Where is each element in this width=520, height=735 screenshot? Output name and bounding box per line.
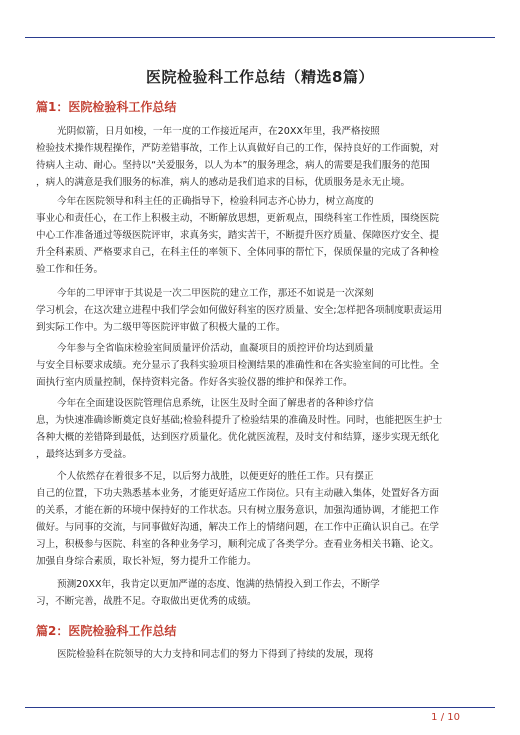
paragraph-line: 今年在医院领导和科主任的正确指导下，检验科同志齐心协力，树立高度的 (57, 196, 374, 207)
paragraph-line: 的关系，才能在新的环境中保持好的工作状态。只有树立服务意识，加强沟通协调，才能把工作 (36, 505, 439, 516)
paragraph-2 (36, 193, 484, 278)
paragraph-line: 息，为快速准确诊断奠定良好基础;检验科提升了检验结果的准确及时性。同时，也能把医生护士 (36, 415, 443, 426)
paragraph-line: 事业心和责任心，在工作上积极主动，不断解放思想，更新观点，围绕科室工作性质，围绕医院 (36, 213, 439, 224)
paragraph-line: 今年的二甲评审于其说是一次二甲医院的建立工作，那还不如说是一次深刻 (57, 288, 374, 299)
paragraph-line: ，病人的满意是我们服务的标准，病人的感动是我们追求的目标，优质服务是永无止境。 (36, 177, 411, 188)
paragraph-line: 习上，积极参与医院、科室的各种业务学习，顺利完成了各类学分。查看业务相关书籍、论文。 (36, 539, 439, 550)
paragraph-line: 今年在全面建设医院管理信息系统，让医生及时全面了解患者的各种诊疗信 (57, 398, 374, 409)
paragraph-6 (36, 468, 484, 570)
paragraph-5 (36, 395, 484, 463)
paragraph-7 (36, 576, 484, 610)
paragraph-line: 与安全目标要求成绩。充分显示了我科实验项目检测结果的准确性和在各实验室间的可比性。全 (36, 360, 439, 371)
paragraph-line: 习，不断完善，战胜不足。夺取做出更优秀的成绩。 (36, 596, 257, 607)
header-rule (25, 37, 495, 38)
paragraph-line: 加强自身综合素质，取长补短，努力提升工作能力。 (36, 556, 257, 567)
paragraph-line: 预测20XX年，我肯定以更加严谨的态度、饱满的热情投入到工作去，不断学 (57, 579, 380, 590)
paragraph-line: 到实际工作中。为二级甲等医院评审做了积极大量的工作。 (36, 322, 286, 333)
paragraph-line: 学习机会，在这次建立进程中我们学会如何做好科室的医疗质量、安全;怎样把各项制度职责运用 (36, 305, 443, 316)
paragraph-line: 验工作和任务。 (36, 264, 104, 275)
paragraph-line: 医院检验科在院领导的大力支持和同志们的努力下得到了持续的发展，现将 (57, 649, 374, 660)
footer-rule (25, 707, 495, 708)
paragraph-line: 面执行室内质量控制，保持资料完备。作好各实验仪器的维护和保养工作。 (36, 377, 353, 388)
paragraph-line: 检验技术操作规程操作，严防差错事故，工作上认真做好自己的工作，保持良好的工作面貌，对 (36, 143, 439, 154)
paragraph-line: 个人依然存在着很多不足，以后努力战胜，以便更好的胜任工作。只有摆正 (57, 471, 374, 482)
page-number: 1 / 10 (431, 712, 460, 723)
paragraph-line: 做好。与同事的交流，与同事做好沟通，解决工作上的情绪问题，在工作中正确认识自己。在学 (36, 522, 439, 533)
section-heading-1: 篇1：医院检验科工作总结 (36, 100, 177, 114)
paragraph-line: ，最终达到多方受益。 (36, 449, 132, 460)
paragraph-line: 待病人主动、耐心。坚持以“关爱服务，以人为本”的服务理念，病人的需要是我们服务的范围 (36, 160, 430, 171)
paragraph-line: 光阴似箭，日月如梭，一年一度的工作接近尾声，在20XX年里，我严格按照 (57, 126, 380, 137)
paragraph-8 (36, 646, 484, 663)
paragraph-4 (36, 340, 484, 391)
document-title: 医院检验科工作总结（精选8篇） (146, 68, 374, 86)
paragraph-line: 各种大概的差错降到最低，达到医疗质量化。优化就医流程，及时支付和结算，逐步实现无纸化 (36, 432, 439, 443)
paragraph-3 (36, 285, 484, 336)
paragraph-line: 自己的位置，下功夫熟悉基本业务，才能更好适应工作岗位。只有主动融入集体，处置好各方面 (36, 488, 439, 499)
paragraph-line: 今年参与全省临床检验室间质量评价活动，血凝项目的质控评价均达到质量 (57, 343, 374, 354)
paragraph-line: 中心工作准备通过等级医院评审，求真务实，踏实苦干，不断提升医疗质量、保障医疗安全、提 (36, 230, 439, 241)
section-heading-2: 篇2：医院检验科工作总结 (36, 624, 177, 638)
paragraph-1 (36, 123, 484, 191)
paragraph-line: 升全科素质、严格要求自己，在科主任的率领下、全体同事的帮忙下，保质保量的完成了各种检 (36, 247, 439, 258)
